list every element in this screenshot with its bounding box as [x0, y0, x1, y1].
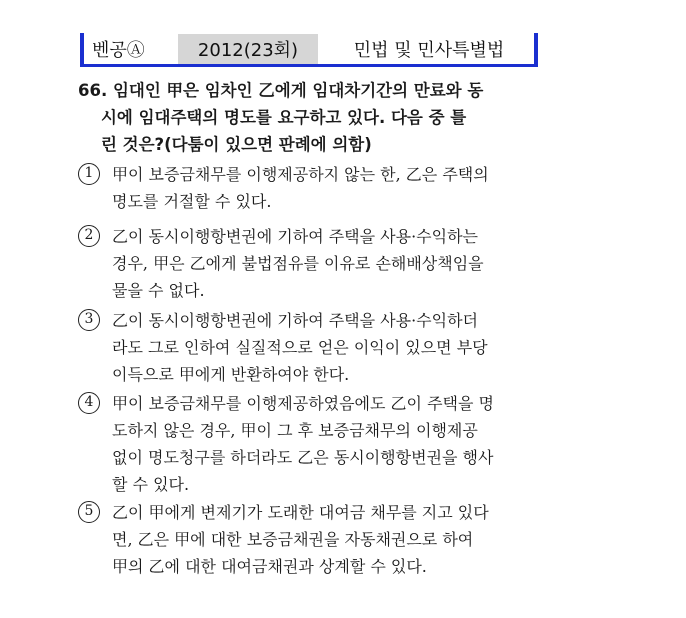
exam-header-bar	[80, 33, 538, 67]
option-number-circle: 1	[78, 163, 100, 185]
option-line: 라도 그로 인하여 실질적으로 얻은 이익이 있으면 부당	[112, 338, 488, 357]
question-stem	[78, 77, 608, 158]
option-line: 명도를 거절할 수 있다.	[112, 192, 272, 211]
exam-year-label: 2012(23회)	[178, 34, 318, 64]
brand-label: 벤공Ⓐ	[92, 39, 145, 61]
option-line: 할 수 있다.	[112, 475, 190, 494]
option-line: 乙이 甲에게 변제기가 도래한 대여금 채무를 지고 있다	[112, 503, 489, 522]
option-1	[78, 161, 608, 215]
option-line: 甲의 乙에 대한 대여금채권과 상계할 수 있다.	[112, 557, 427, 576]
option-line: 甲이 보증금채무를 이행제공하였음에도 乙이 주택을 명	[112, 394, 495, 413]
question-line: 시에 임대주택의 명도를 요구하고 있다. 다음 중 틀	[78, 108, 467, 127]
question-line: 린 것은?(다툼이 있으면 판례에 의함)	[78, 135, 372, 154]
option-line: 면, 乙은 甲에 대한 보증금채권을 자동채권으로 하여	[112, 530, 474, 549]
question-line: 66. 임대인 甲은 임차인 乙에게 임대차기간의 만료와 동	[78, 81, 484, 100]
option-line: 이득으로 甲에게 반환하여야 한다.	[112, 365, 350, 384]
option-line: 도하지 않은 경우, 甲이 그 후 보증금채무의 이행제공	[112, 421, 478, 440]
option-number-circle: 5	[78, 501, 100, 523]
option-line: 없이 명도청구를 하더라도 乙은 동시이행항변권을 행사	[112, 448, 494, 467]
option-2	[78, 223, 608, 304]
option-5	[78, 499, 608, 580]
option-3	[78, 307, 608, 388]
option-line: 물을 수 없다.	[112, 281, 205, 300]
subject-label: 민법 및 민사특별법	[353, 39, 505, 61]
option-number-circle: 4	[78, 392, 100, 414]
option-line: 경우, 甲은 乙에게 불법점유를 이유로 손해배상책임을	[112, 254, 484, 273]
option-number-circle: 2	[78, 225, 100, 247]
option-line: 甲이 보증금채무를 이행제공하지 않는 한, 乙은 주택의	[112, 165, 489, 184]
option-line: 乙이 동시이행항변권에 기하여 주택을 사용·수익하는	[112, 227, 479, 246]
option-line: 乙이 동시이행항변권에 기하여 주택을 사용·수익하더	[112, 311, 479, 330]
option-4	[78, 390, 608, 498]
option-number-circle: 3	[78, 309, 100, 331]
